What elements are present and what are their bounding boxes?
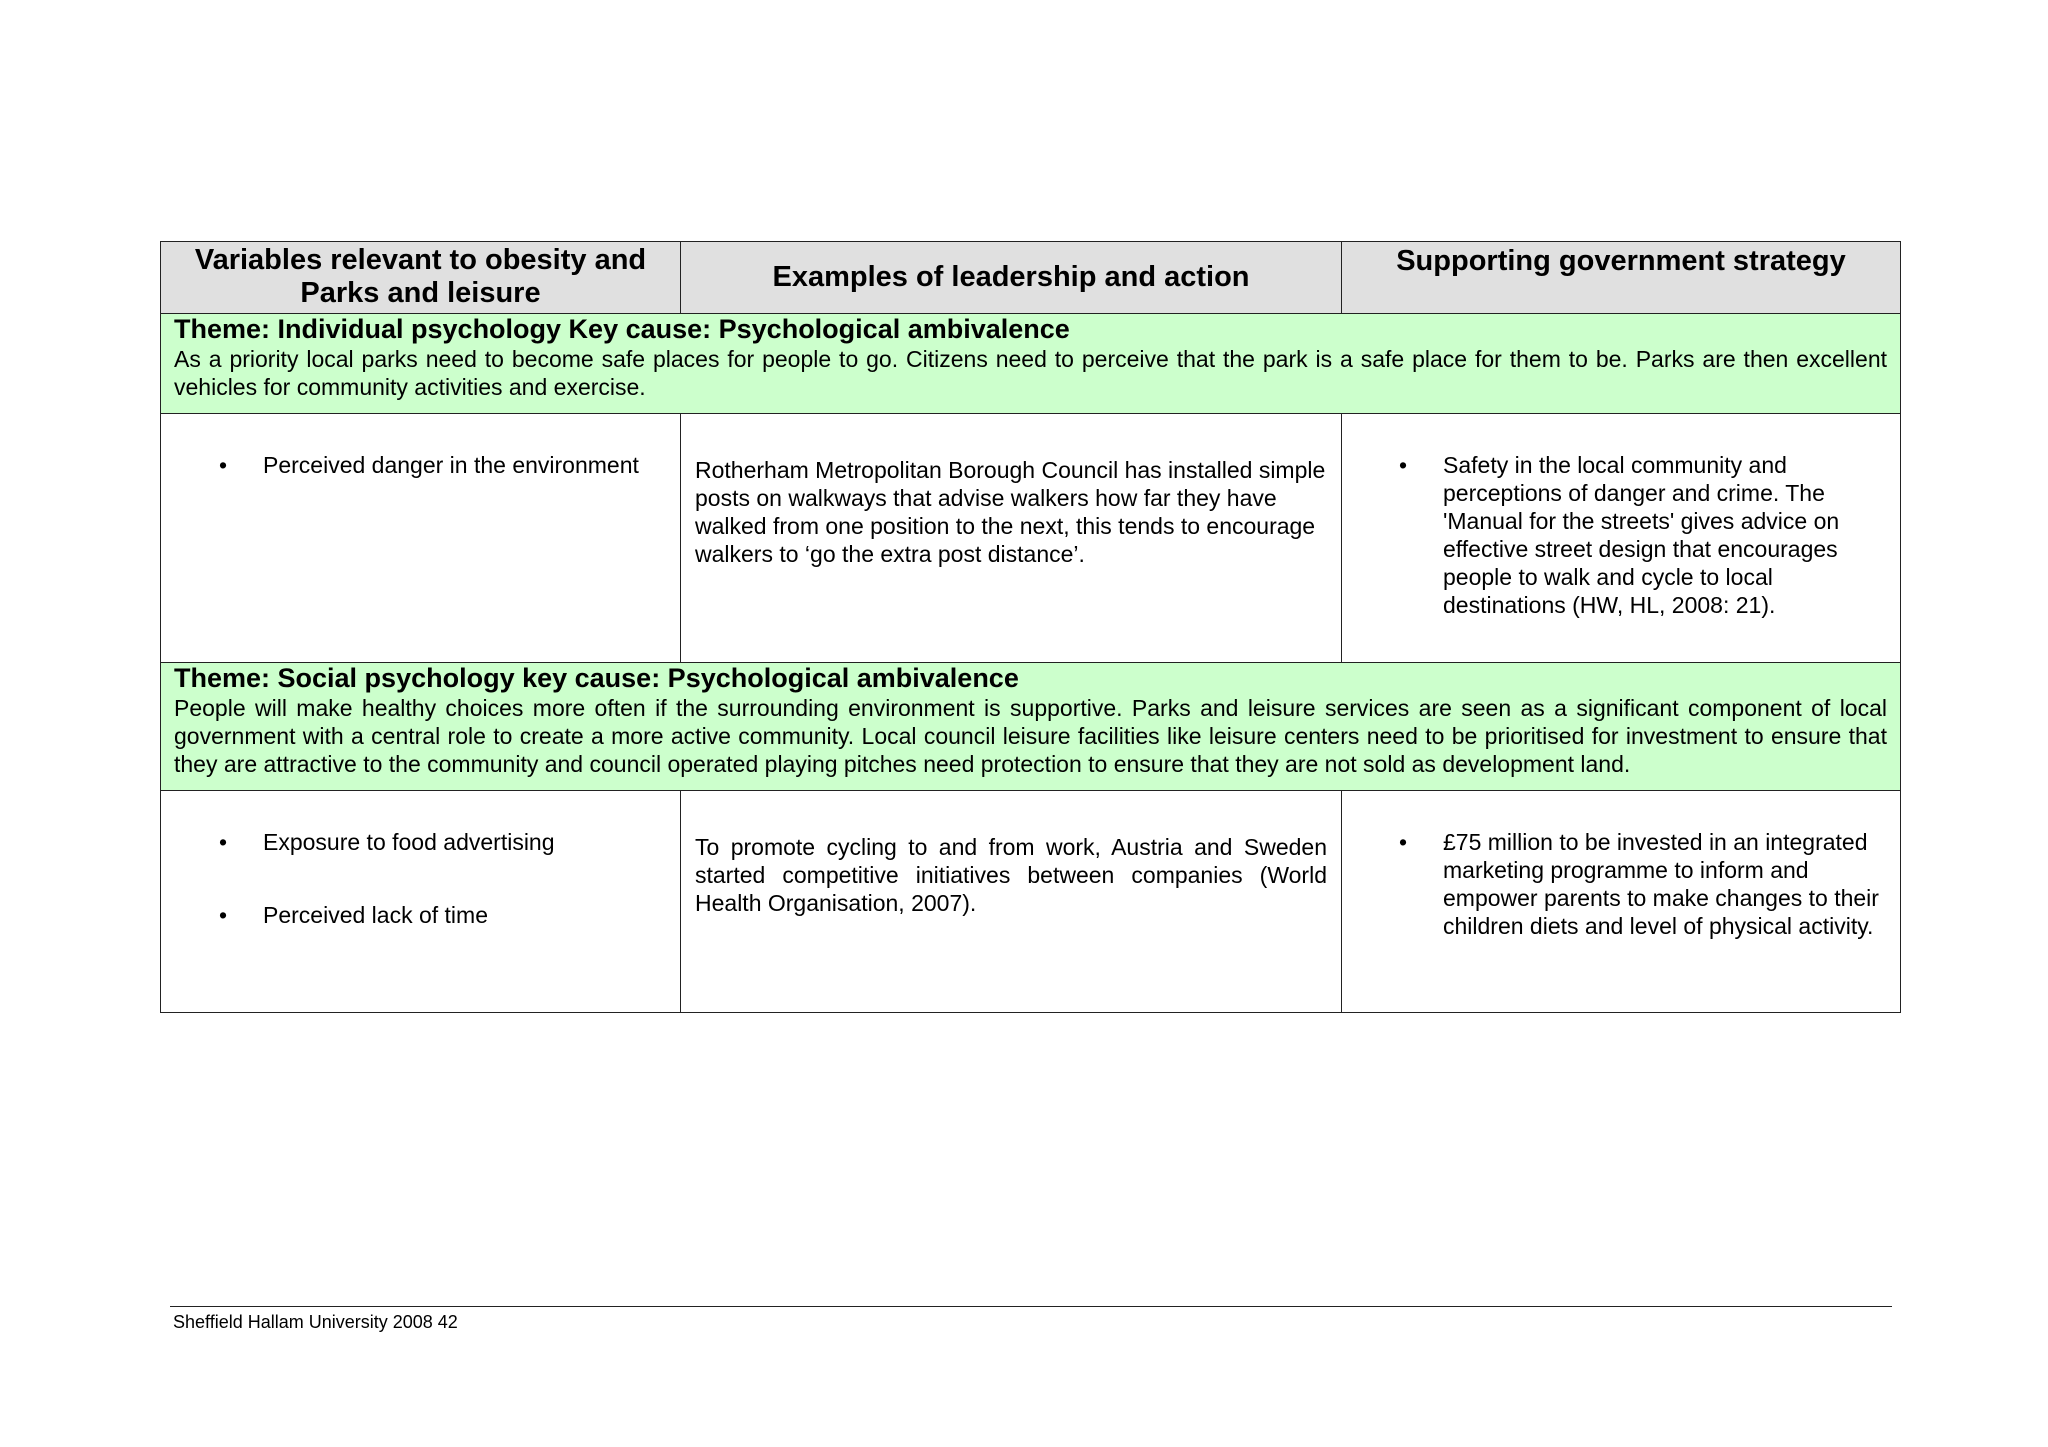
theme-cell bbox=[161, 314, 1901, 414]
header-strategy: Supporting government strategy bbox=[1342, 242, 1901, 314]
obesity-parks-table bbox=[160, 241, 1901, 1013]
theme-description: People will make healthy choices more often if the surrounding environment is supportive. Parks and leisure services are seen as a significant component of local government with a central role to create a more active community. Local council leisure facilities like leisure centers need to be prioritised for investment to ensure that they are attractive to the community and council operated playing pitches need protection to ensure that they are not sold as development land. bbox=[174, 695, 1887, 777]
header-examples: Examples of leadership and action bbox=[681, 242, 1342, 314]
theme-title: Theme: Individual psychology Key cause: Psychological ambivalence bbox=[174, 314, 1070, 344]
example-cell bbox=[681, 791, 1342, 1013]
table-row bbox=[161, 791, 1901, 1013]
list-item bbox=[1343, 828, 1899, 940]
strategy-list bbox=[1343, 415, 1899, 619]
list-item bbox=[162, 828, 679, 856]
theme-row-individual-psychology bbox=[161, 314, 1901, 414]
variables-cell bbox=[161, 791, 681, 1013]
example-text: To promote cycling to and from work, Austria and Sweden started competitive initiatives between companies (World Health Organisation, 2007). bbox=[695, 834, 1327, 916]
variable-text: Perceived lack of time bbox=[263, 902, 488, 928]
variables-list bbox=[162, 792, 679, 929]
bullet-icon: • bbox=[1399, 829, 1408, 855]
bullet-icon: • bbox=[219, 452, 228, 478]
example-text: Rotherham Metropolitan Borough Council has installed simple posts on walkways that advise walkers how far they have walked from one position to the next, this tends to encourage walkers to ‘go the extra post distance’. bbox=[695, 457, 1326, 567]
list-item bbox=[162, 451, 679, 479]
footer-divider bbox=[170, 1306, 1892, 1307]
theme-cell bbox=[161, 663, 1901, 791]
strategy-list bbox=[1343, 792, 1899, 940]
example-cell bbox=[681, 414, 1342, 663]
bullet-icon: • bbox=[1399, 452, 1408, 478]
page-footer: Sheffield Hallam University 2008 42 bbox=[173, 1312, 458, 1332]
theme-title: Theme: Social psychology key cause: Psychological ambivalence bbox=[174, 663, 1019, 693]
theme-row-social-psychology bbox=[161, 663, 1901, 791]
variable-text: Perceived danger in the environment bbox=[263, 452, 639, 478]
strategy-cell bbox=[1342, 414, 1901, 663]
bullet-icon: • bbox=[219, 902, 228, 928]
table-row bbox=[161, 414, 1901, 663]
table-header-row bbox=[161, 242, 1901, 314]
strategy-cell bbox=[1342, 791, 1901, 1013]
list-item bbox=[1343, 451, 1899, 619]
variable-text: Exposure to food advertising bbox=[263, 829, 555, 855]
variables-list bbox=[162, 415, 679, 479]
variables-cell bbox=[161, 414, 681, 663]
strategy-text: £75 million to be invested in an integrated marketing programme to inform and empower parents to make changes to their children diets and level of physical activity. bbox=[1443, 829, 1879, 939]
theme-description: As a priority local parks need to become safe places for people to go. Citizens need to perceive that the park is a safe place for them to be. Parks are then excellent vehicles for community activities and exercise. bbox=[174, 346, 1887, 400]
strategy-text: Safety in the local community and perceptions of danger and crime. The 'Manual for the streets' gives advice on effective street design that encourages people to walk and cycle to local destinations (HW, HL, 2008: 21). bbox=[1443, 452, 1840, 618]
list-item bbox=[162, 901, 679, 929]
bullet-icon: • bbox=[219, 829, 228, 855]
header-variables: Variables relevant to obesity and Parks and leisure bbox=[161, 242, 681, 314]
